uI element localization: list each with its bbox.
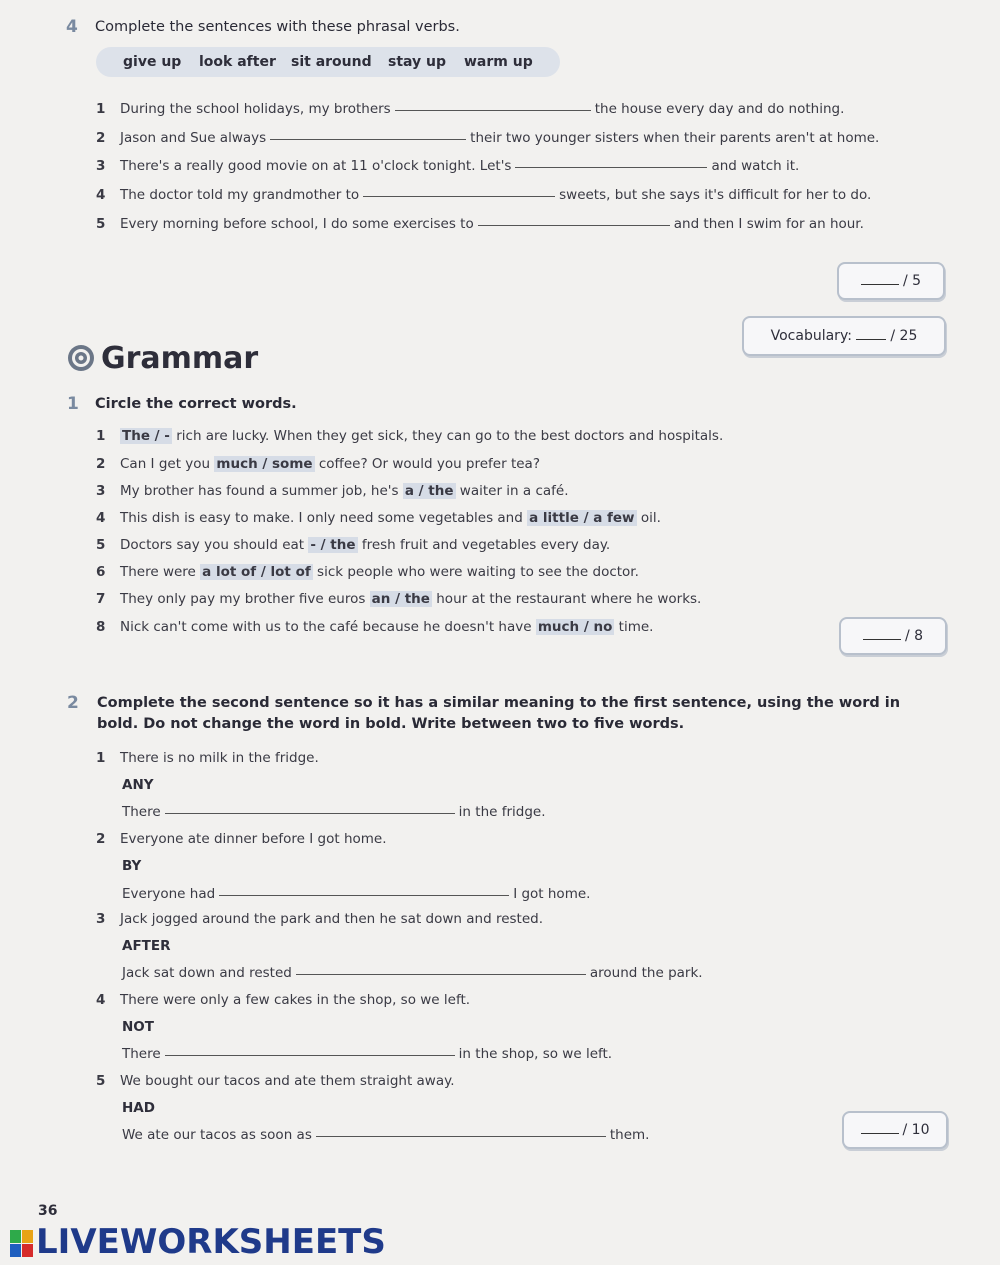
answer-blank[interactable] bbox=[296, 973, 586, 975]
list-item: 4 The doctor told my grandmother to sweets, but she says it's difficult for her to do. bbox=[96, 187, 872, 203]
score-input[interactable] bbox=[861, 272, 899, 285]
score-box: / 10 bbox=[842, 1111, 948, 1149]
list-item: 5 We bought our tacos and ate them straight away. bbox=[96, 1073, 455, 1089]
list-item: 3 My brother has found a summer job, he's a / the waiter in a café. bbox=[96, 483, 569, 499]
vocabulary-total-box: Vocabulary: / 25 bbox=[742, 316, 946, 356]
answer-blank[interactable] bbox=[363, 195, 555, 197]
list-item: 2 Jason and Sue always their two younger sisters when their parents aren't at home. bbox=[96, 130, 880, 146]
circle-option[interactable]: much / some bbox=[216, 456, 313, 472]
word-option: sit around bbox=[291, 54, 372, 70]
answer-blank[interactable] bbox=[270, 138, 466, 140]
exercise-number: 4 bbox=[66, 17, 78, 37]
word-option: give up bbox=[123, 54, 182, 70]
circle-option[interactable]: The / - bbox=[122, 428, 170, 444]
section-title: Grammar bbox=[101, 341, 259, 376]
list-item: 3 Jack jogged around the park and then he sat down and rested. bbox=[96, 911, 544, 927]
word-option: warm up bbox=[464, 54, 533, 70]
answer-blank[interactable] bbox=[395, 109, 591, 111]
answer-blank[interactable] bbox=[316, 1135, 606, 1137]
exercise-instruction: bold. Do not change the word in bold. Write between two to five words. bbox=[97, 716, 685, 732]
grammar-icon bbox=[66, 343, 96, 373]
list-item: 8 Nick can't come with us to the café because he doesn't have much / no time. bbox=[96, 619, 654, 635]
answer-blank[interactable] bbox=[478, 224, 670, 226]
list-item: 3 There's a really good movie on at 11 o'clock tonight. Let's and watch it. bbox=[96, 158, 800, 174]
keyword: BY bbox=[122, 858, 142, 874]
circle-option[interactable]: a lot of / lot of bbox=[202, 564, 311, 580]
exercise-number: 2 bbox=[67, 693, 79, 713]
answer-blank[interactable] bbox=[165, 1054, 455, 1056]
word-option: stay up bbox=[388, 54, 447, 70]
rewrite-line: Everyone had I got home. bbox=[122, 886, 591, 902]
rewrite-line: Jack sat down and rested around the park. bbox=[122, 965, 703, 981]
keyword: NOT bbox=[122, 1019, 154, 1035]
answer-blank[interactable] bbox=[219, 894, 509, 896]
list-item: 5 Doctors say you should eat - / the fresh fruit and vegetables every day. bbox=[96, 537, 611, 553]
list-item: 5 Every morning before school, I do some exercises to and then I swim for an hour. bbox=[96, 216, 864, 232]
circle-option[interactable]: much / no bbox=[537, 619, 613, 635]
circle-option[interactable]: - / the bbox=[310, 537, 356, 553]
score-input[interactable] bbox=[861, 1121, 899, 1134]
exercise-instruction: Circle the correct words. bbox=[95, 396, 297, 412]
rewrite-line: There in the shop, so we left. bbox=[122, 1046, 613, 1062]
circle-option[interactable]: an / the bbox=[371, 591, 430, 607]
score-input[interactable] bbox=[856, 327, 886, 340]
list-item: 1 There is no milk in the fridge. bbox=[96, 750, 319, 766]
word-option: look after bbox=[199, 54, 276, 70]
rewrite-line: There in the fridge. bbox=[122, 804, 546, 820]
list-item: 4 There were only a few cakes in the shop, so we left. bbox=[96, 992, 471, 1008]
exercise-instruction: Complete the second sentence so it has a similar meaning to the first sentence, using the word in bbox=[97, 695, 901, 711]
keyword: AFTER bbox=[122, 938, 171, 954]
page-number: 36 bbox=[38, 1203, 58, 1219]
list-item: 4 This dish is easy to make. I only need some vegetables and a little / a few oil. bbox=[96, 510, 661, 526]
list-item: 7 They only pay my brother five euros an / the hour at the restaurant where he works. bbox=[96, 591, 702, 607]
answer-blank[interactable] bbox=[165, 812, 455, 814]
list-item: 6 There were a lot of / lot of sick people who were waiting to see the doctor. bbox=[96, 564, 639, 580]
liveworksheets-logo-icon bbox=[8, 1226, 36, 1260]
exercise-instruction: Complete the sentences with these phrasal verbs. bbox=[95, 19, 460, 35]
score-box: / 8 bbox=[839, 617, 947, 655]
circle-option[interactable]: a / the bbox=[404, 483, 454, 499]
score-input[interactable] bbox=[863, 627, 901, 640]
word-box bbox=[96, 47, 560, 77]
answer-blank[interactable] bbox=[515, 166, 707, 168]
keyword: HAD bbox=[122, 1100, 155, 1116]
list-item: 1 The / - rich are lucky. When they get sick, they can go to the best doctors and hospitals. bbox=[96, 428, 724, 444]
list-item: 2 Can I get you much / some coffee? Or would you prefer tea? bbox=[96, 456, 540, 472]
list-item: 2 Everyone ate dinner before I got home. bbox=[96, 831, 387, 847]
keyword: ANY bbox=[122, 777, 154, 793]
score-box: / 5 bbox=[837, 262, 945, 300]
liveworksheets-logo[interactable]: LIVEWORKSHEETS bbox=[36, 1222, 386, 1262]
exercise-number: 1 bbox=[67, 394, 79, 414]
circle-option[interactable]: a little / a few bbox=[529, 510, 635, 526]
rewrite-line: We ate our tacos as soon as them. bbox=[122, 1127, 650, 1143]
list-item: 1 During the school holidays, my brothers the house every day and do nothing. bbox=[96, 101, 845, 117]
